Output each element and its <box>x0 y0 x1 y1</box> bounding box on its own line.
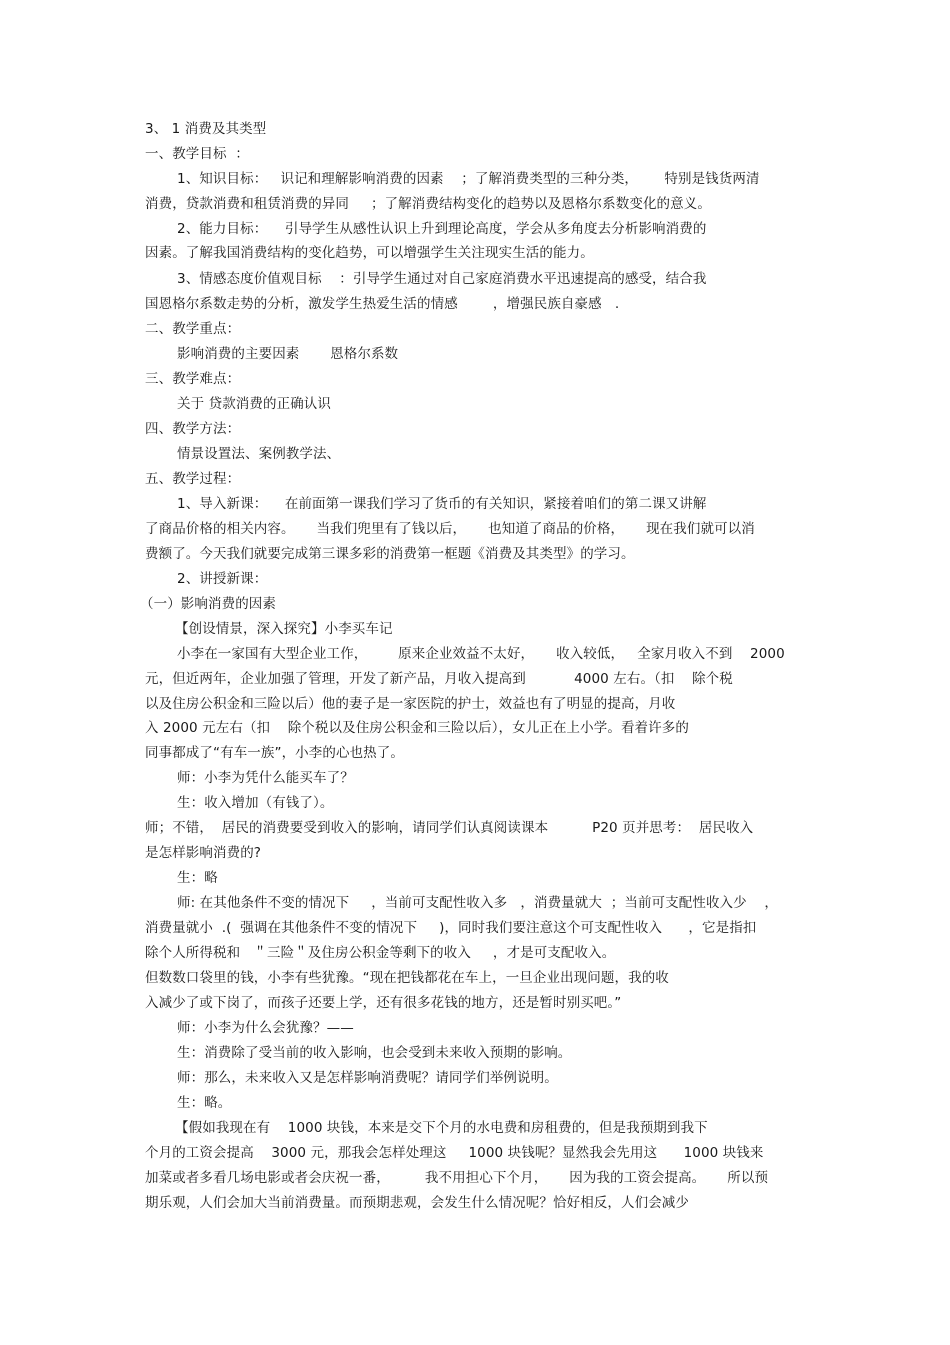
paragraph-line: 小李在一家国有大型企业工作， 原来企业效益不太好， 收入较低， 全家月收入不到 2000 <box>177 646 785 662</box>
doc-title: 3、 1 消费及其类型 <box>145 121 267 137</box>
paragraph-line: 消费量就小 .( 强调在其他条件不变的情况下 )，同时我们要注意这个可支配性收入 ，它是指扣 <box>145 920 757 936</box>
paragraph-line: 影响消费的主要因素 恩格尔系数 <box>177 346 399 362</box>
paragraph-line: 除个人所得税和 ＂三险＂及住房公积金等剩下的收入 ，才是可支配收入。 <box>145 945 616 961</box>
sub-heading: （一）影响消费的因素 <box>140 596 276 612</box>
paragraph-line: 了商品价格的相关内容。 当我们兜里有了钱以后， 也知道了商品的价格， 现在我们就可以消 <box>145 521 755 537</box>
dialogue-line: 师：小李为凭什么能买车了？ <box>177 770 354 786</box>
dialogue-line: 生：消费除了受当前的收入影响，也会受到未来收入预期的影响。 <box>177 1045 572 1061</box>
dialogue-line: 生：略 <box>177 870 218 886</box>
dialogue-line: 师；不错， 居民的消费要受到收入的影响，请同学们认真阅读课本 P20 页并思考： 居民收入 <box>145 820 754 836</box>
paragraph-line: 1、导入新课： 在前面第一课我们学习了货币的有关知识，紧接着咱们的第二课又讲解 <box>177 496 707 512</box>
paragraph-line: 国恩格尔系数走势的分析，激发学生热爱生活的情感 ，增强民族自豪感 . <box>145 296 620 312</box>
dialogue-line: 生：略。 <box>177 1095 232 1111</box>
paragraph-line: 个月的工资会提高 3000 元，那我会怎样处理这 1000 块钱呢？显然我会先用这 1000 块钱来 <box>145 1145 764 1161</box>
paragraph-line: 2、能力目标： 引导学生从感性认识上升到理论高度，学会从多角度去分析影响消费的 <box>177 221 707 237</box>
paragraph-line: 费额了。今天我们就要完成第三课多彩的消费第一框题《消费及其类型》的学习。 <box>145 546 635 562</box>
paragraph-line: 消费，贷款消费和租赁消费的异同 ；了解消费结构变化的趋势以及恩格尔系数变化的意义。 <box>145 196 711 212</box>
section-heading: 三、教学难点： <box>145 371 241 387</box>
paragraph-line: 期乐观，人们会加大当前消费量。而预期悲观，会发生什么情况呢？恰好相反，人们会减少 <box>145 1195 689 1211</box>
paragraph-line: 3、情感态度价值观目标 ：引导学生通过对自己家庭消费水平迅速提高的感受，结合我 <box>177 271 707 287</box>
paragraph-line: 因素。了解我国消费结构的变化趋势，可以增强学生关注现实生活的能力。 <box>145 245 594 261</box>
paragraph-line: 但数数口袋里的钱，小李有些犹豫。“现在把钱都花在车上，一旦企业出现问题，我的收 <box>145 970 669 986</box>
paragraph-line: 2、讲授新课： <box>177 571 268 587</box>
paragraph-line: 【假如我现在有 1000 块钱，本来是交下个月的水电费和房租费的，但是我预期到我下 <box>175 1120 708 1136</box>
section-heading: 二、教学重点： <box>145 321 241 337</box>
paragraph-line: 【创设情景，深入探究】小李买车记 <box>175 621 393 637</box>
paragraph-line: 关于 贷款消费的正确认识 <box>177 396 331 412</box>
dialogue-line: 师: 在其他条件不变的情况下 ，当前可支配性收入多 ，消费量就大 ；当前可支配性收入少 ， <box>177 895 778 911</box>
paragraph-line: 以及住房公积金和三险以后）他的妻子是一家医院的护士，效益也有了明显的提高，月收 <box>145 696 676 712</box>
paragraph-line: 元，但近两年，企业加强了管理，开发了新产品，月收入提高到 4000 左右。（扣 除个税 <box>145 671 733 687</box>
section-heading: 一、教学目标 ： <box>145 146 249 162</box>
section-heading: 四、教学方法： <box>145 421 241 437</box>
paragraph-line: 1、知识目标： 识记和理解影响消费的因素 ；了解消费类型的三种分类， 特别是钱货两清 <box>177 171 760 187</box>
paragraph-line: 是怎样影响消费的? <box>145 845 262 861</box>
paragraph-line: 同事都成了“有车一族”，小李的心也热了。 <box>145 745 404 761</box>
paragraph-line: 入 2000 元左右（扣 除个税以及住房公积金和三险以后），女儿正在上小学。看着许多的 <box>145 720 689 736</box>
dialogue-line: 生：收入增加（有钱了）。 <box>177 795 334 811</box>
paragraph-line: 入减少了或下岗了，而孩子还要上学，还有很多花钱的地方，还是暂时别买吧。” <box>145 995 622 1011</box>
dialogue-line: 师：那么，未来收入又是怎样影响消费呢？请同学们举例说明。 <box>177 1070 558 1086</box>
paragraph-line: 情景设置法、案例教学法、 <box>177 446 341 462</box>
dialogue-line: 师：小李为什么会犹豫？—— <box>177 1020 354 1036</box>
section-heading: 五、教学过程： <box>145 471 241 487</box>
paragraph-line: 加菜或者多看几场电影或者会庆祝一番， 我不用担心下个月， 因为我的工资会提高。 所以预 <box>145 1170 769 1186</box>
